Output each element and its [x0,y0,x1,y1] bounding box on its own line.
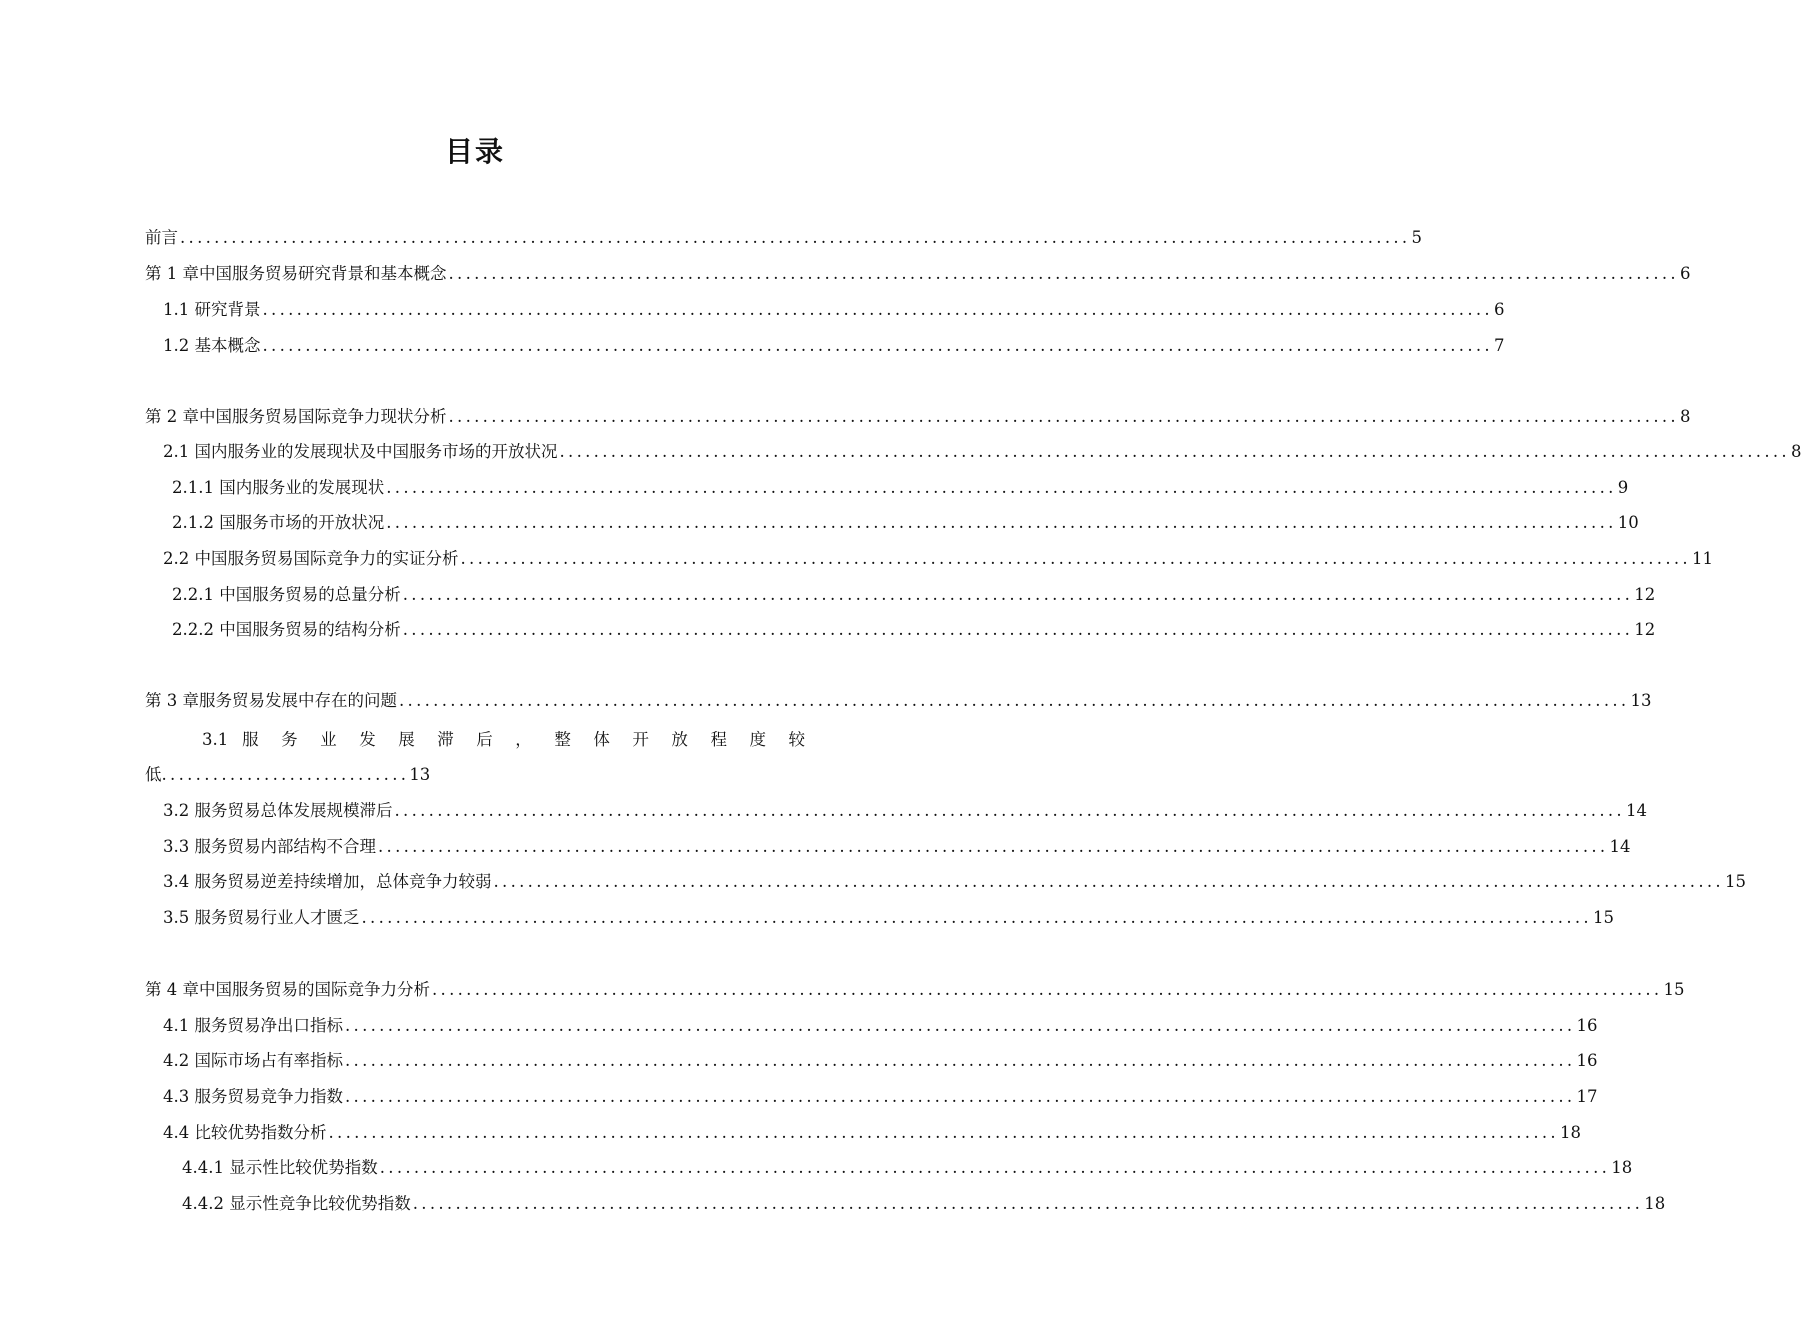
toc-dot-leader: ................................................................................................................................................ [386,478,1617,497]
toc-entry-label: 1.2 基本概念 [163,336,261,355]
toc-dot-leader: ................................................................................................................................................ [262,300,1493,319]
toc-dot-leader: ................................................................................................................................................ [399,691,1630,710]
toc-entry-label: 1.1 研究背景 [163,300,261,319]
toc-entry-3-1-continued[interactable] [145,762,430,788]
toc-entry-label: 前言 [145,228,178,247]
toc-dot-leader: ................................................................................................................................................ [328,1123,1559,1142]
toc-dot-leader: ................................................................................................................................................ [412,1194,1644,1213]
toc-page-number: 10 [1617,513,1639,532]
toc-dot-leader: ................................................................................................................................................ [386,513,1617,532]
toc-dot-leader: ................................................................................................................................................ [448,407,1679,426]
toc-page-number: 8 [1679,407,1691,426]
toc-page-number: 15 [1724,872,1746,891]
toc-entry-1-1[interactable] [163,297,1505,323]
toc-entry-label: 4.4 比较优势指数分析 [163,1123,327,1142]
toc-entry-3-5[interactable] [163,905,1614,931]
toc-entry-chapter-3[interactable] [145,688,1652,714]
toc-entry-label: 4.1 服务贸易净出口指标 [163,1016,343,1035]
toc-page-number: 8 [1790,442,1801,461]
toc-page-number: 14 [1625,801,1647,820]
toc-page-number: 7 [1493,336,1505,355]
toc-entry-chapter-2[interactable] [145,404,1691,430]
toc-page-number: 17 [1576,1087,1598,1106]
toc-dot-leader: ................................................................................................................................................ [460,549,1691,568]
toc-entry-label: 2.1.1 国内服务业的发展现状 [172,478,385,497]
toc-dot-leader: ................................................................................................................................................ [361,908,1592,927]
toc-page-number: 6 [1493,300,1505,319]
toc-entry-label: 第 2 章中国服务贸易国际竞争力现状分析 [145,407,447,426]
toc-page-number: 18 [1559,1123,1581,1142]
toc-entry-chapter-4[interactable] [145,977,1685,1003]
toc-dot-leader: ................................................................................................................................................ [378,837,1609,856]
toc-page-number: 12 [1634,620,1656,639]
toc-entry-3-3[interactable] [163,834,1631,860]
toc-entry-label: 2.2.1 中国服务贸易的总量分析 [172,585,401,604]
toc-page-number: 11 [1691,549,1713,568]
toc-entry-label: 4.2 国际市场占有率指标 [163,1051,343,1070]
toc-entry-preface[interactable] [145,225,1422,251]
toc-entry-2-2[interactable] [163,546,1713,572]
toc-entry-1-2[interactable] [163,333,1505,359]
toc-dot-leader: ................................................................................................................................................ [559,442,1790,461]
toc-page-number: 15 [1663,980,1685,999]
toc-entry-label: 第 3 章服务贸易发展中存在的问题 [145,691,397,710]
toc-entry-4-1[interactable] [163,1013,1598,1039]
toc-dot-leader: ................................................................................................................................................ [262,336,1493,355]
toc-entry-label: 2.2 中国服务贸易国际竞争力的实证分析 [163,549,459,568]
toc-entry-4-4-1[interactable] [182,1155,1633,1181]
page-title: 目录 [444,135,505,168]
toc-entry-2-2-2[interactable] [172,617,1656,643]
toc-entry-3-4[interactable] [163,869,1746,895]
toc-entry-label: 4.4.1 显示性比较优势指数 [182,1158,378,1177]
toc-page-number: 16 [1576,1016,1598,1035]
toc-page-number: 13 [1630,691,1652,710]
toc-entry-4-3[interactable] [163,1084,1598,1110]
toc-entry-label: 2.2.2 中国服务贸易的结构分析 [172,620,401,639]
toc-entry-label: 4.4.2 显示性竞争比较优势指数 [182,1194,411,1213]
toc-entry-label: 3.2 服务贸易总体发展规模滞后 [163,801,393,820]
toc-entry-label: 第 1 章中国服务贸易研究背景和基本概念 [145,264,447,283]
toc-page-number: 18 [1611,1158,1633,1177]
toc-entry-label: 第 4 章中国服务贸易的国际竞争力分析 [145,980,430,999]
toc-page-number: 18 [1644,1194,1666,1213]
toc-page-number: 16 [1576,1051,1598,1070]
toc-page-number: 14 [1609,837,1631,856]
toc-page-number: 13 [409,765,431,784]
toc-entry-label: 2.1 国内服务业的发展现状及中国服务市场的开放状况 [163,442,558,461]
toc-entry-label: 3.4 服务贸易逆差持续增加，总体竞争力较弱 [163,872,492,891]
toc-page-number: 5 [1411,228,1422,247]
toc-entry-4-4[interactable] [163,1120,1581,1146]
toc-page-number: 15 [1592,908,1614,927]
toc-entry-label: 2.1.2 国服务市场的开放状况 [172,513,385,532]
toc-dot-leader: ................................................................................................................................................ [402,620,1634,639]
toc-entry-2-1-1[interactable] [172,475,1629,501]
toc-dot-leader: ................................................................................................................................................ [180,228,1411,247]
toc-dot-leader: ................................................................................................................................................ [448,264,1679,283]
toc-dot-leader: ............................. [161,765,410,784]
toc-entry-4-4-2[interactable] [182,1191,1666,1217]
toc-dot-leader: ................................................................................................................................................ [345,1016,1576,1035]
toc-dot-leader: ................................................................................................................................................ [345,1051,1576,1070]
toc-dot-leader: ................................................................................................................................................ [432,980,1663,999]
toc-dot-leader: ................................................................................................................................................ [493,872,1724,891]
toc-entry-4-2[interactable] [163,1048,1598,1074]
toc-entry-2-1-2[interactable] [172,510,1639,536]
toc-dot-leader: ................................................................................................................................................ [345,1087,1576,1106]
toc-page-number: 12 [1634,585,1656,604]
toc-page-number: 9 [1617,478,1629,497]
toc-entry-2-2-1[interactable] [172,582,1656,608]
toc-dot-leader: ................................................................................................................................................ [394,801,1625,820]
toc-entry-label: 3.1 服 务 业 发 展 滞 后 ， 整 体 开 放 程 度 较 [202,730,805,749]
toc-entry-label: 低 [145,765,162,784]
toc-entry-label: 3.5 服务贸易行业人才匮乏 [163,908,360,927]
toc-dot-leader: ................................................................................................................................................ [379,1158,1611,1177]
toc-dot-leader: ................................................................................................................................................ [402,585,1634,604]
toc-entry-3-1[interactable] [202,727,805,753]
toc-entry-label: 3.3 服务贸易内部结构不合理 [163,837,376,856]
toc-entry-2-1[interactable] [163,439,1801,465]
toc-entry-label: 4.3 服务贸易竞争力指数 [163,1087,343,1106]
toc-entry-3-2[interactable] [163,798,1647,824]
toc-entry-chapter-1[interactable] [145,261,1691,287]
toc-page-number: 6 [1679,264,1691,283]
